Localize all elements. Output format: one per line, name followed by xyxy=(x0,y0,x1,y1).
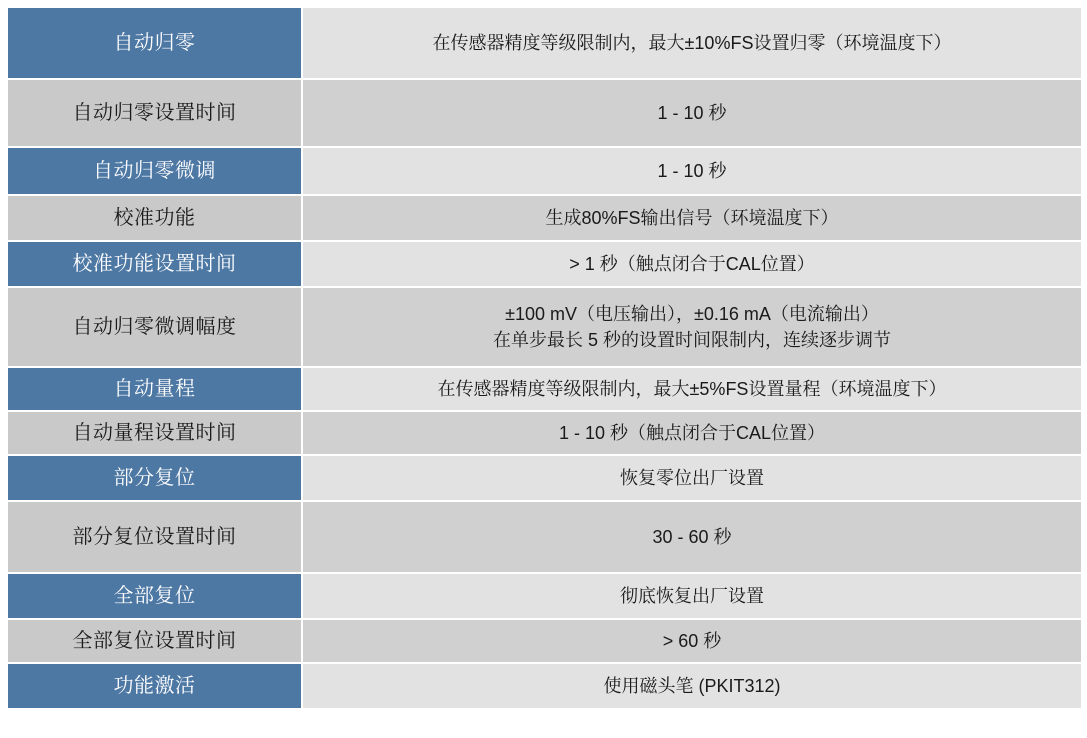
row-value-line: 生成80%FS输出信号（环境温度下） xyxy=(545,207,839,228)
table-body xyxy=(7,7,1082,709)
row-value-line: 彻底恢复出厂设置 xyxy=(620,585,764,606)
row-label-cell: 校准功能设置时间 xyxy=(7,241,302,287)
row-label-cell: 全部复位设置时间 xyxy=(7,619,302,663)
row-value-line: ±100 mV（电压输出），±0.16 mA（电流输出） xyxy=(505,303,879,324)
table-row xyxy=(7,79,1082,147)
row-label-cell: 自动归零设置时间 xyxy=(7,79,302,147)
row-label-cell: 部分复位设置时间 xyxy=(7,501,302,573)
table-row xyxy=(7,241,1082,287)
row-value-cell xyxy=(302,147,1082,195)
table-row xyxy=(7,195,1082,241)
row-label-cell: 功能激活 xyxy=(7,663,302,709)
row-value-cell xyxy=(302,573,1082,619)
row-value-cell xyxy=(302,241,1082,287)
row-value-cell xyxy=(302,663,1082,709)
table-row xyxy=(7,367,1082,411)
row-value-cell xyxy=(302,367,1082,411)
row-value-line: 1 - 10 秒 xyxy=(657,102,727,123)
table-row xyxy=(7,619,1082,663)
row-value-line: 使用磁头笔 (PKIT312) xyxy=(603,675,781,696)
row-value-cell xyxy=(302,287,1082,367)
row-label-cell: 自动归零 xyxy=(7,7,302,79)
row-label-cell: 校准功能 xyxy=(7,195,302,241)
row-value-cell xyxy=(302,79,1082,147)
table-row xyxy=(7,663,1082,709)
row-value-line: > 1 秒（触点闭合于CAL位置） xyxy=(569,253,815,274)
table-row xyxy=(7,411,1082,455)
row-label-cell: 自动归零微调幅度 xyxy=(7,287,302,367)
row-value-cell xyxy=(302,501,1082,573)
row-label-cell: 部分复位 xyxy=(7,455,302,501)
row-value-line: 在传感器精度等级限制内，最大±10%FS设置归零（环境温度下） xyxy=(432,32,952,53)
specifications-table xyxy=(6,6,1083,710)
table-row xyxy=(7,7,1082,79)
row-value-line: 1 - 10 秒 xyxy=(657,160,727,181)
table-row xyxy=(7,287,1082,367)
row-value-cell xyxy=(302,195,1082,241)
table-row xyxy=(7,573,1082,619)
row-label-cell: 自动归零微调 xyxy=(7,147,302,195)
row-value-cell xyxy=(302,411,1082,455)
row-value-line: 在传感器精度等级限制内，最大±5%FS设置量程（环境温度下） xyxy=(437,378,947,399)
row-value-cell xyxy=(302,7,1082,79)
table-row xyxy=(7,455,1082,501)
row-value-line: 恢复零位出厂设置 xyxy=(620,467,764,488)
row-label-cell: 自动量程设置时间 xyxy=(7,411,302,455)
table-row xyxy=(7,501,1082,573)
row-value-cell xyxy=(302,455,1082,501)
row-label-cell: 全部复位 xyxy=(7,573,302,619)
row-value-cell xyxy=(302,619,1082,663)
row-label-cell: 自动量程 xyxy=(7,367,302,411)
row-value-line: > 60 秒 xyxy=(662,630,722,651)
row-value-line: 30 - 60 秒 xyxy=(652,526,732,547)
row-value-line: 1 - 10 秒（触点闭合于CAL位置） xyxy=(558,422,826,443)
table-row xyxy=(7,147,1082,195)
row-value-line: 在单步最长 5 秒的设置时间限制内，连续逐步调节 xyxy=(492,330,891,350)
